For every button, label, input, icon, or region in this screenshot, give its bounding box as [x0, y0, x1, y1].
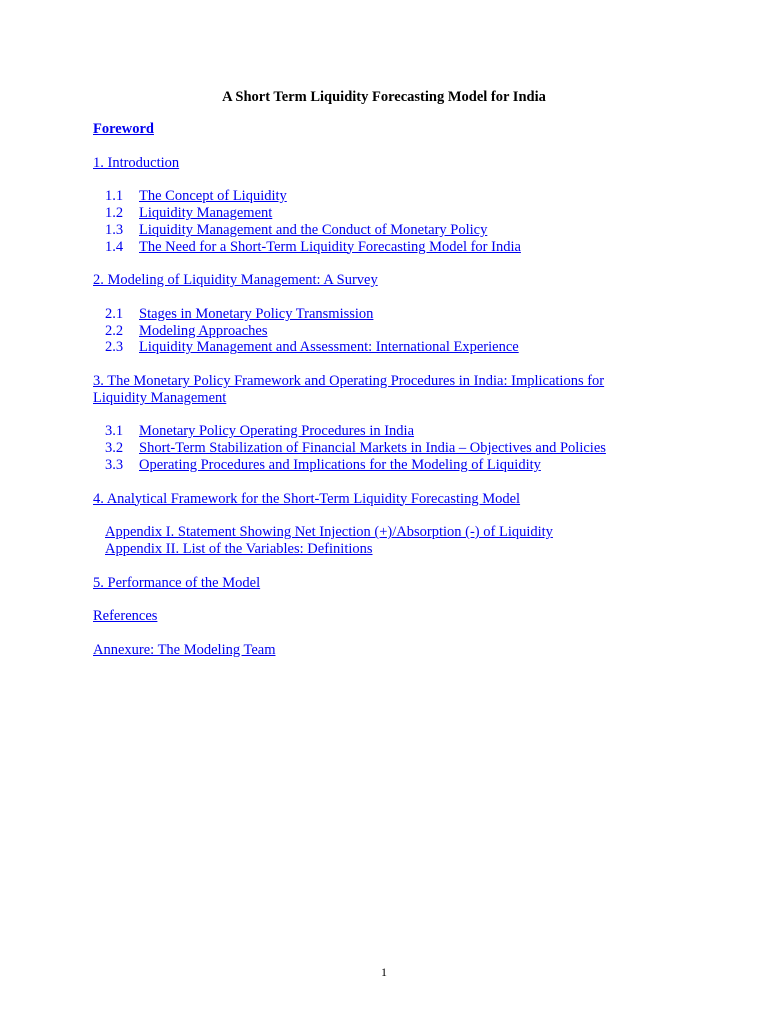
toc-link-annexure[interactable]: Annexure: The Modeling Team [93, 641, 276, 658]
table-of-contents [93, 121, 693, 659]
toc-link-2-3[interactable] [93, 339, 693, 356]
toc-link-section-3-line-2[interactable]: Liquidity Management [93, 389, 227, 406]
toc-label: Operating Procedures and Implications for the Modeling of Liquidity [139, 456, 541, 473]
toc-link-3-2[interactable] [93, 440, 693, 457]
toc-link-section-3-line-1[interactable]: 3. The Monetary Policy Framework and Operating Procedures in India: Implications for [93, 372, 605, 389]
toc-link-section-4[interactable]: 4. Analytical Framework for the Short-Term Liquidity Forecasting Model [93, 490, 521, 507]
toc-link-2-1[interactable] [93, 306, 693, 323]
toc-number: 3.1 [105, 423, 124, 440]
toc-number: 3.3 [105, 456, 124, 473]
toc-label: The Need for a Short-Term Liquidity Forecasting Model for India [139, 238, 521, 255]
toc-link-1-1[interactable] [93, 188, 693, 205]
toc-link-introduction[interactable]: 1. Introduction [93, 154, 180, 171]
toc-link-foreword[interactable]: Foreword [93, 121, 154, 137]
toc-link-1-3[interactable] [93, 222, 693, 239]
page-number: 1 [381, 965, 387, 979]
toc-link-appendix-1[interactable]: Appendix I. Statement Showing Net Injection (+)/Absorption (-) of Liquidity [105, 524, 553, 541]
toc-number: 1.2 [105, 204, 124, 221]
toc-link-1-2[interactable] [93, 205, 693, 222]
toc-link-appendix-2[interactable]: Appendix II. List of the Variables: Definitions [105, 540, 373, 557]
toc-link-2-2[interactable] [93, 323, 693, 340]
toc-label: Modeling Approaches [139, 322, 268, 339]
toc-label: Liquidity Management and Assessment: International Experience [139, 339, 519, 356]
toc-link-3-1[interactable] [93, 423, 693, 440]
toc-label: Liquidity Management [139, 204, 273, 221]
toc-link-section-5[interactable]: 5. Performance of the Model [93, 574, 261, 591]
toc-label: Stages in Monetary Policy Transmission [139, 305, 374, 322]
toc-number: 3.2 [105, 440, 124, 457]
toc-link-references[interactable]: References [93, 608, 158, 625]
toc-link-section-2[interactable]: 2. Modeling of Liquidity Management: A Survey [93, 272, 378, 289]
toc-number: 2.2 [105, 322, 124, 339]
toc-number: 2.3 [105, 339, 124, 356]
toc-number: 1.4 [105, 238, 124, 255]
toc-label: Short-Term Stabilization of Financial Markets in India – Objectives and Policies [139, 440, 606, 457]
toc-label: The Concept of Liquidity [139, 188, 287, 205]
toc-label: Liquidity Management and the Conduct of Monetary Policy [139, 221, 488, 238]
document-title: A Short Term Liquidity Forecasting Model for India [222, 89, 546, 105]
toc-number: 1.1 [105, 188, 124, 205]
toc-number: 1.3 [105, 221, 124, 238]
toc-link-1-4[interactable] [93, 239, 693, 256]
toc-link-3-3[interactable] [93, 457, 693, 474]
toc-number: 2.1 [105, 305, 124, 322]
toc-label: Monetary Policy Operating Procedures in India [139, 423, 415, 440]
